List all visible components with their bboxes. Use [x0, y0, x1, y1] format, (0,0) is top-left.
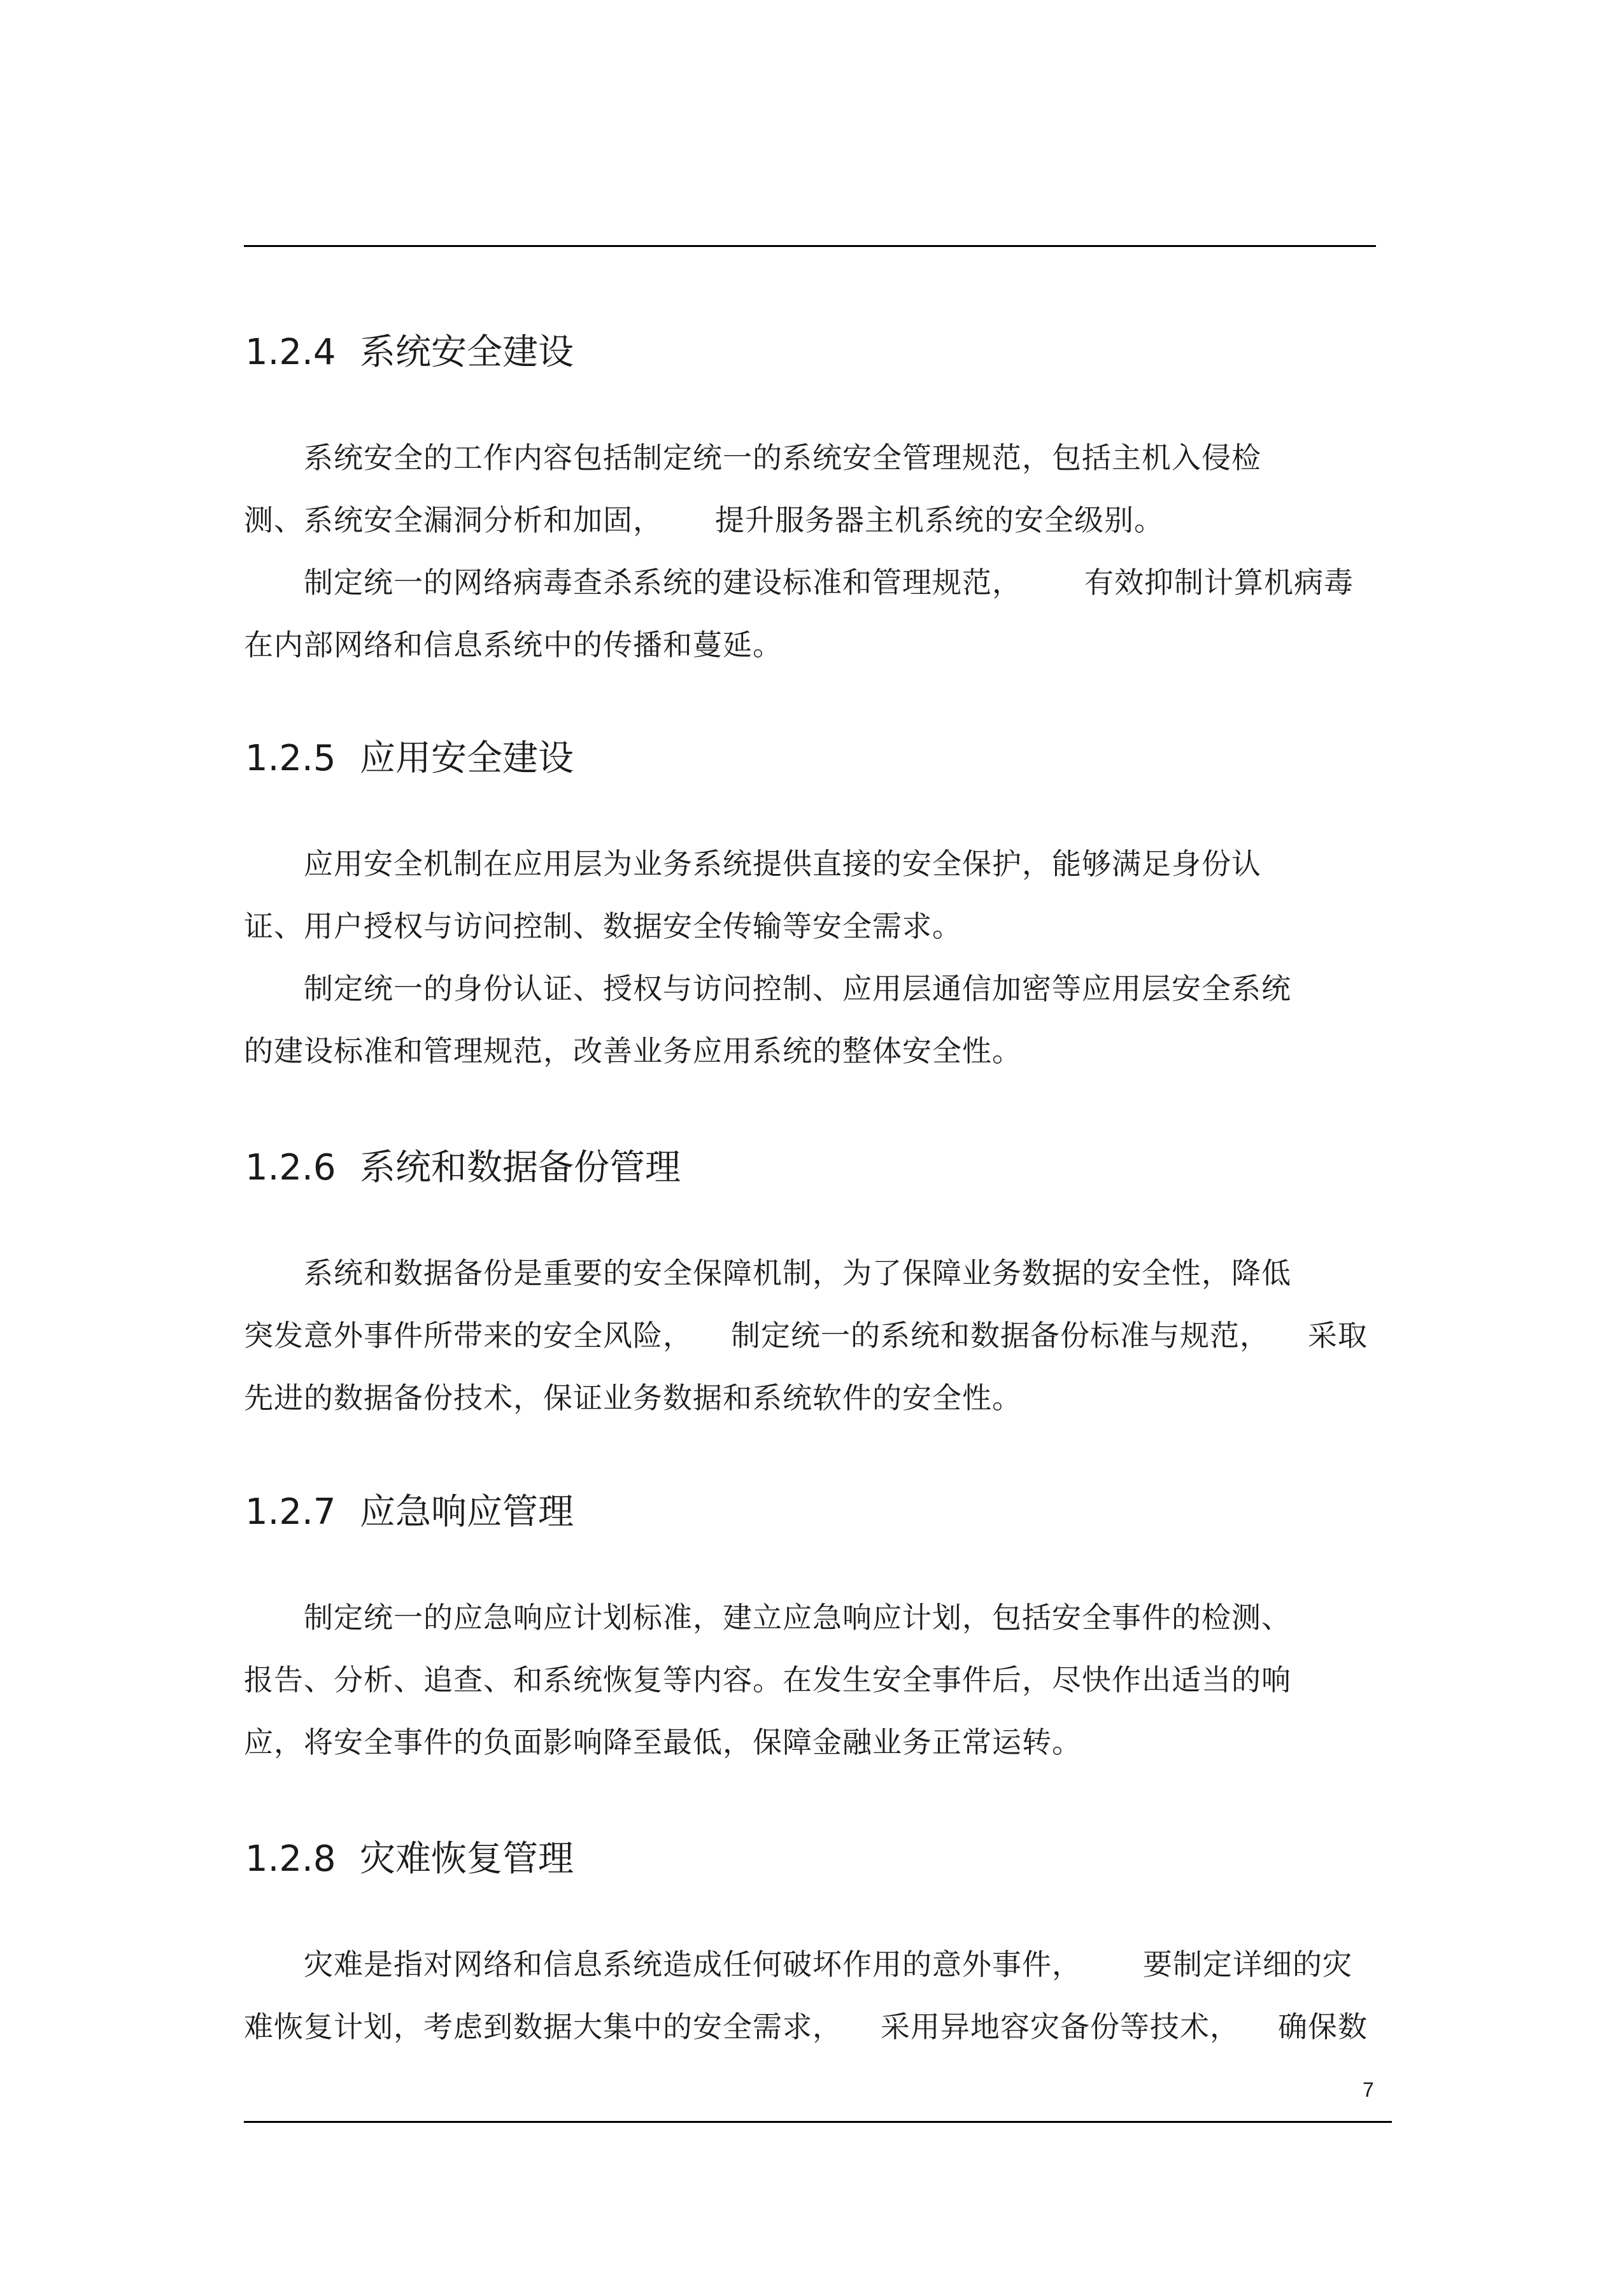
paragraph-line: 先进的数据备份技术，保证业务数据和系统软件的安全性。 [244, 1381, 1022, 1415]
section-heading [245, 1491, 574, 1533]
page-number: 7 [1363, 2078, 1374, 2101]
section-title: 系统和数据备份管理 [360, 1147, 681, 1188]
paragraph-line: 制定统一的身份认证、授权与访问控制、应用层通信加密等应用层安全系统 [304, 971, 1291, 1006]
header-rule [244, 245, 1376, 247]
paragraph-line: 难恢复计划，考虑到数据大集中的安全需求， 采用异地容灾备份等技术， 确保数 [244, 2010, 1368, 2044]
section-number: 1.2.8 [245, 1838, 336, 1880]
paragraph-line: 的建设标准和管理规范，改善业务应用系统的整体安全性。 [244, 1034, 1022, 1068]
section-number: 1.2.4 [245, 332, 336, 373]
paragraph-line: 测、系统安全漏洞分析和加固， 提升服务器主机系统的安全级别。 [244, 503, 1164, 537]
paragraph-line: 报告、分析、追查、和系统恢复等内容。在发生安全事件后，尽快作出适当的响 [244, 1663, 1291, 1697]
paragraph-line: 在内部网络和信息系统中的传播和蔓延。 [244, 628, 783, 662]
footer-rule [244, 2121, 1392, 2123]
paragraph-line: 突发意外事件所带来的安全风险， 制定统一的系统和数据备份标准与规范， 采取 [244, 1318, 1368, 1353]
paragraph-line: 灾难是指对网络和信息系统造成任何破坏作用的意外事件， 要制定详细的灾 [304, 1947, 1352, 1982]
section-heading [245, 1147, 681, 1188]
paragraph-line: 制定统一的应急响应计划标准，建立应急响应计划，包括安全事件的检测、 [304, 1600, 1291, 1635]
section-title: 系统安全建设 [360, 332, 574, 373]
section-number: 1.2.7 [245, 1491, 336, 1533]
section-number: 1.2.5 [245, 738, 336, 779]
paragraph-line: 系统安全的工作内容包括制定统一的系统安全管理规范，包括主机入侵检 [304, 440, 1261, 475]
section-number: 1.2.6 [245, 1147, 336, 1188]
section-title: 应用安全建设 [360, 738, 574, 779]
section-heading [245, 1838, 574, 1880]
paragraph-line: 应，将安全事件的负面影响降至最低，保障金融业务正常运转。 [244, 1725, 1082, 1759]
section-title: 应急响应管理 [360, 1491, 574, 1533]
paragraph-line: 应用安全机制在应用层为业务系统提供直接的安全保护，能够满足身份认 [304, 847, 1261, 881]
section-heading [245, 332, 574, 373]
paragraph-line: 系统和数据备份是重要的安全保障机制，为了保障业务数据的安全性，降低 [304, 1256, 1291, 1290]
section-title: 灾难恢复管理 [360, 1838, 574, 1880]
paragraph-line: 制定统一的网络病毒查杀系统的建设标准和管理规范， 有效抑制计算机病毒 [304, 565, 1354, 600]
section-heading [245, 738, 574, 779]
paragraph-line: 证、用户授权与访问控制、数据安全传输等安全需求。 [244, 909, 962, 943]
